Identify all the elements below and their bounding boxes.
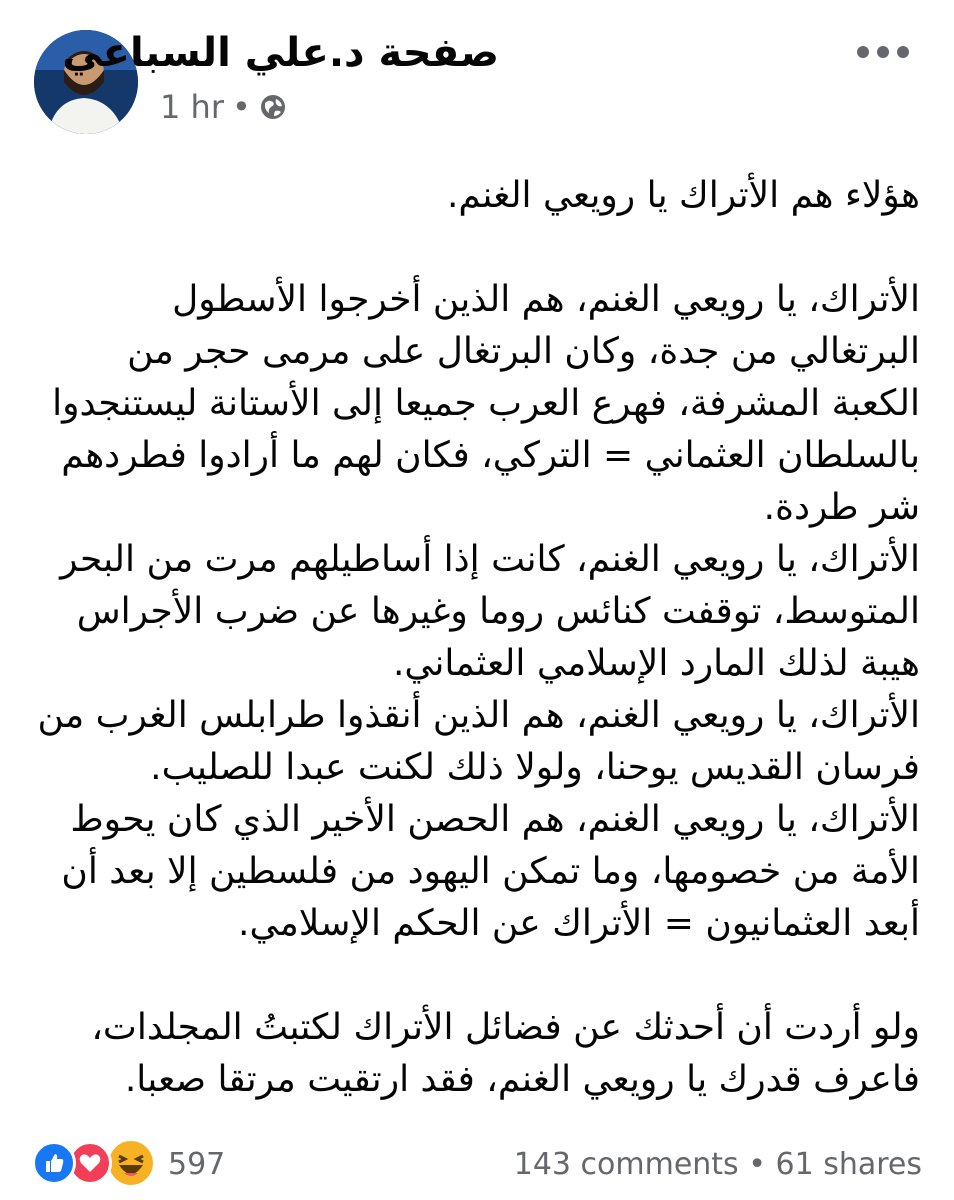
paragraph-gap [30, 950, 920, 1002]
more-dot [857, 46, 869, 58]
comments-count[interactable]: 143 comments [513, 1147, 739, 1182]
globe-icon [259, 93, 287, 121]
post-paragraph: ولو أردت أن أحدثك عن فضائل الأتراك لكتبتُ المجلدات، فاعرف قدرك يا رويعي الغنم، فقد ارتقيت مرتقا صعبا. [91, 1007, 920, 1100]
paragraph-gap [30, 222, 920, 274]
post-paragraph: الأتراك، يا رويعي الغنم، هم الذين أخرجوا الأسطول البرتغالي من جدة، وكان البرتغال على مرمى حجر من الكعبة المشرفة، فهرع العرب جميعا إلى الأستانة ليستنجدوا بالسلطان العثماني = التركي، فكان لهم ما أرادوا فطردهم شر طردة. [52, 279, 920, 528]
more-options-button[interactable] [843, 40, 923, 64]
post-meta [160, 88, 287, 126]
more-dot [877, 46, 889, 58]
meta-separator: • [231, 88, 251, 126]
more-dot [897, 46, 909, 58]
post-paragraph: هؤلاء هم الأتراك يا رويعي الغنم. [446, 175, 920, 216]
post-body [30, 170, 920, 1106]
reactions-summary[interactable] [32, 1141, 172, 1191]
post-header [0, 0, 954, 150]
author-name[interactable]: صفحة د.علي السباعي [62, 30, 499, 76]
reaction-count[interactable]: 597 [168, 1147, 226, 1182]
engagement-stats [514, 1147, 922, 1182]
like-icon [32, 1141, 76, 1185]
post-paragraph: الأتراك، يا رويعي الغنم، كانت إذا أساطيلهم مرت من البحر المتوسط، توقفت كنائس روما وغيرها عن ضرب الأجراس هيبة لذلك المارد الإسلامي العثماني. [60, 539, 920, 684]
post-time[interactable]: 1 hr [160, 88, 224, 126]
stats-separator: • [748, 1147, 766, 1182]
shares-count[interactable]: 61 shares [775, 1147, 922, 1182]
post-footer [0, 1135, 954, 1195]
post-paragraph: الأتراك، يا رويعي الغنم، هم الحصن الأخير الذي كان يحوط الأمة من خصومها، وما تمكن اليهود من فلسطين إلا بعد أن أبعد العثمانيون = الأتراك عن الحكم الإسلامي. [61, 799, 920, 944]
post-paragraph: الأتراك، يا رويعي الغنم، هم الذين أنقذوا طرابلس الغرب من فرسان القديس يوحنا، ولولا ذلك لكنت عبدا للصليب. [37, 695, 920, 788]
haha-icon [106, 1138, 156, 1188]
